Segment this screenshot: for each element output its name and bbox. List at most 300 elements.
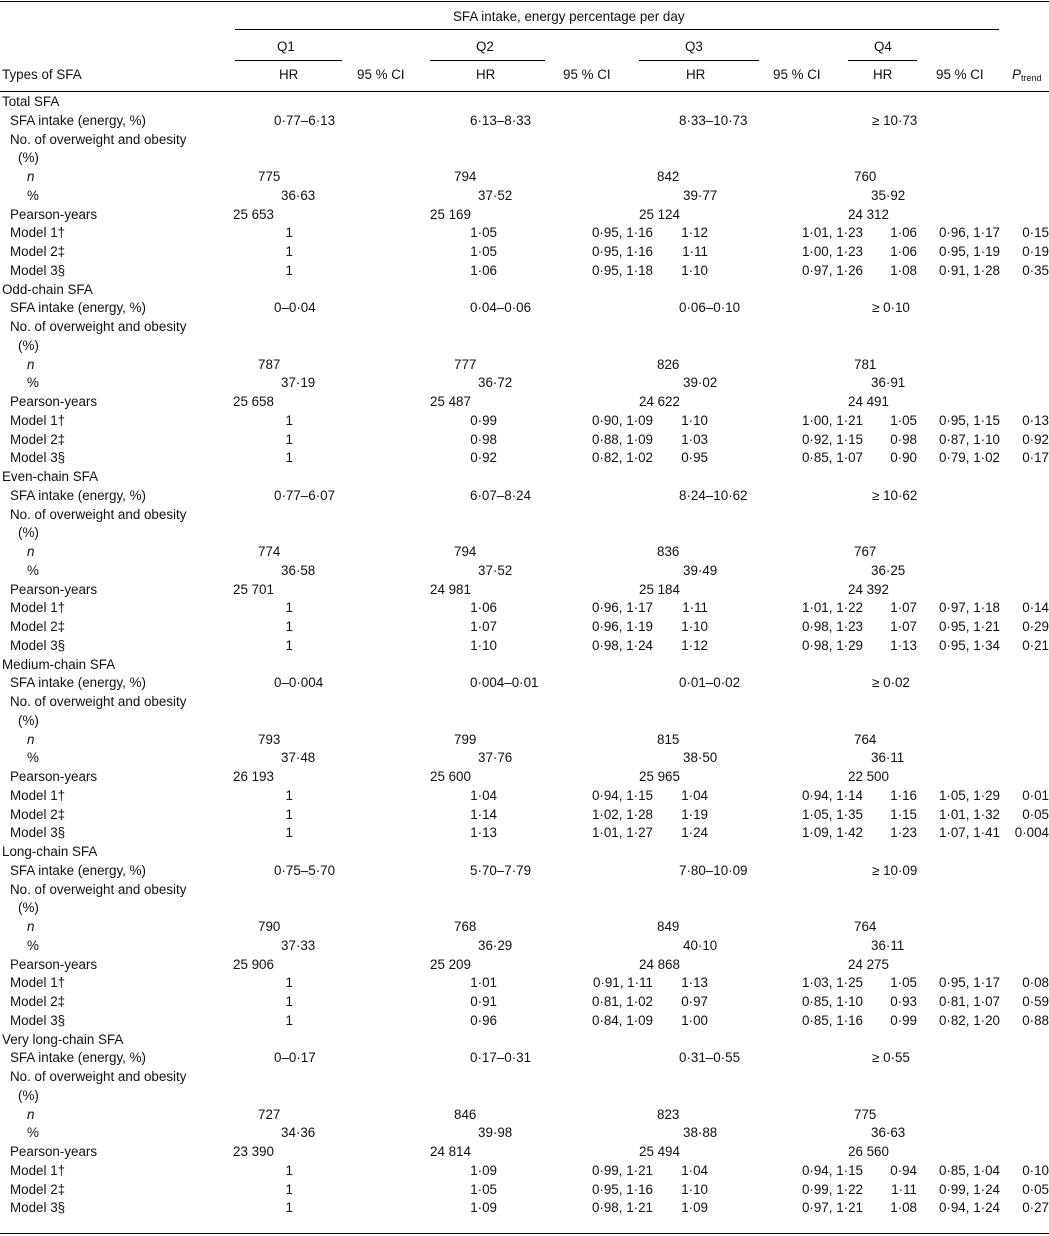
pearson-years-q4: 24 312 [848, 207, 889, 222]
row-label-model-3: Model 3§ [10, 825, 66, 840]
hr-q2: 1·07 [470, 619, 497, 634]
ci-q3: 0·99, 1·22 [801, 1182, 863, 1197]
p-trend: 0·05 [1022, 1182, 1049, 1197]
n-q4: 767 [854, 544, 877, 559]
section-title: Long-chain SFA [2, 844, 98, 859]
row-label-n: n [27, 919, 35, 934]
row-label-overweight-pct: (%) [18, 525, 39, 540]
intake-q3: 0·31–0·55 [679, 1050, 741, 1065]
q1-underline [235, 60, 342, 61]
p-trend: 0·35 [1022, 263, 1049, 278]
header-bottom-rule [0, 91, 1049, 92]
n-q3: 849 [657, 919, 680, 934]
ci-q3: 1·01, 1·22 [801, 600, 863, 615]
pct-q1: 37·19 [281, 375, 316, 390]
hr-q3: 0·97 [681, 994, 708, 1009]
ci-q2: 0·96, 1·19 [591, 619, 653, 634]
p-trend: 0·88 [1022, 1013, 1049, 1028]
hr-q3: 1·12 [681, 638, 708, 653]
pct-q4: 36·11 [871, 938, 905, 953]
hr-q2: 0·98 [470, 432, 497, 447]
ci-q2: 0·81, 1·02 [591, 994, 653, 1009]
hr-q1: 1 [285, 1163, 293, 1178]
row-label-intake: SFA intake (energy, %) [10, 300, 146, 315]
hr-q2: 1·10 [470, 638, 497, 653]
p-trend: 0·92 [1022, 432, 1049, 447]
pearson-years-q1: 23 390 [233, 1144, 274, 1159]
section-title: Total SFA [2, 94, 60, 109]
hr-q3: 1·11 [682, 244, 708, 259]
ci-q4: 0·82, 1·20 [938, 1013, 1000, 1028]
pct-q2: 37·52 [478, 563, 513, 578]
ci-q3: 0·85, 1·10 [801, 994, 863, 1009]
pearson-years-q3: 25 184 [639, 582, 680, 597]
row-label-model-2: Model 2‡ [10, 619, 66, 634]
row-label-model-1: Model 1† [10, 600, 66, 615]
row-label-model-1: Model 1† [10, 225, 66, 240]
ci-q4: 0·87, 1·10 [938, 432, 1000, 447]
intake-q2: 0·004–0·01 [470, 675, 539, 690]
pct-q3: 38·50 [683, 750, 718, 765]
ci-q4: 0·95, 1·21 [938, 619, 1000, 634]
hr-q2: 0·92 [470, 450, 497, 465]
pct-q1: 36·63 [281, 188, 316, 203]
hr-q3: 1·10 [681, 263, 708, 278]
n-q1: 787 [258, 357, 281, 372]
row-label-pct: % [27, 1125, 39, 1140]
hr-q1: 1 [285, 1200, 293, 1215]
pct-q2: 37·76 [478, 750, 513, 765]
hr-q1: 1 [285, 432, 293, 447]
intake-q4: ≥ 10·62 [872, 488, 918, 503]
p-trend-main: P [1012, 67, 1021, 82]
ci-q2: 0·96, 1·17 [591, 600, 653, 615]
hr-q3: 1·10 [681, 413, 708, 428]
ci-q4: 0·95, 1·34 [938, 638, 1000, 653]
hr-q4: 1·07 [890, 619, 917, 634]
span-title-underline [235, 29, 999, 30]
n-q4: 764 [854, 919, 877, 934]
pearson-years-q4: 24 275 [848, 957, 889, 972]
pearson-years-q1: 25 658 [233, 394, 274, 409]
n-q2: 768 [454, 919, 477, 934]
hr-q4: 1·23 [890, 825, 917, 840]
hr-q4: 0·99 [890, 1013, 917, 1028]
pearson-years-q3: 25 965 [639, 769, 680, 784]
hr-q2: 0·96 [470, 1013, 497, 1028]
ci-q3: 1·05, 1·35 [801, 807, 863, 822]
ci-q2: 0·84, 1·09 [591, 1013, 653, 1028]
intake-q4: ≥ 10·73 [872, 113, 918, 128]
hr-q2: 0·91 [470, 994, 497, 1009]
hr-q4: 1·06 [890, 225, 917, 240]
ci-q2: 0·95, 1·16 [591, 244, 653, 259]
section-title: Very long-chain SFA [2, 1032, 124, 1047]
intake-q1: 0–0·04 [274, 300, 316, 315]
pearson-years-q4: 26 560 [848, 1144, 889, 1159]
intake-q2: 0·17–0·31 [470, 1050, 532, 1065]
intake-q3: 7·80–10·09 [679, 863, 748, 878]
row-label-n: n [27, 732, 35, 747]
ci-q2: 0·94, 1·15 [591, 788, 653, 803]
hr-q2: 1·04 [470, 788, 497, 803]
p-trend: 0·19 [1022, 244, 1049, 259]
hr-q1: 1 [285, 450, 293, 465]
pearson-years-q4: 24 392 [848, 582, 889, 597]
hr-q4: 0·98 [890, 432, 917, 447]
intake-q2: 6·07–8·24 [470, 488, 532, 503]
ci-q4: 1·01, 1·32 [938, 807, 1000, 822]
row-label-intake: SFA intake (energy, %) [10, 675, 146, 690]
pearson-years-q2: 24 981 [430, 582, 471, 597]
n-q1: 775 [258, 169, 281, 184]
q4-underline [848, 60, 917, 61]
hr-q4: 1·08 [890, 263, 917, 278]
row-label-pearson-years: Pearson-years [10, 207, 98, 222]
top-rule [0, 1, 1049, 2]
ci-q3: 1·00, 1·21 [801, 413, 863, 428]
row-label-n: n [27, 169, 35, 184]
hr-q1: 1 [285, 788, 293, 803]
pearson-years-q3: 24 868 [639, 957, 680, 972]
ci-q2: 0·91, 1·11 [592, 975, 653, 990]
n-q3: 815 [657, 732, 680, 747]
ci-q3: 1·01, 1·23 [801, 225, 863, 240]
hr-q2: 1·09 [470, 1200, 497, 1215]
ci-q2: 0·99, 1·21 [591, 1163, 653, 1178]
row-label-model-3: Model 3§ [10, 450, 66, 465]
intake-q3: 0·01–0·02 [679, 675, 741, 690]
n-q2: 794 [454, 544, 477, 559]
ci-q4: 0·94, 1·24 [938, 1200, 1000, 1215]
ci-q3: 1·09, 1·42 [801, 825, 863, 840]
n-q4: 781 [854, 357, 877, 372]
ci-q3: 1·00, 1·23 [801, 244, 863, 259]
row-label-model-2: Model 2‡ [10, 1182, 66, 1197]
intake-q1: 0·77–6·13 [274, 113, 336, 128]
pearson-years-q4: 24 491 [848, 394, 889, 409]
hr-header-q1: HR [279, 67, 299, 82]
q4-header: Q4 [874, 39, 892, 54]
row-label-pearson-years: Pearson-years [10, 769, 98, 784]
hr-q1: 1 [285, 975, 293, 990]
pct-q2: 39·98 [478, 1125, 513, 1140]
intake-q1: 0–0·004 [274, 675, 324, 690]
pct-q4: 35·92 [871, 188, 906, 203]
pearson-years-q2: 25 600 [430, 769, 471, 784]
row-label-overweight: No. of overweight and obesity [10, 319, 187, 334]
row-label-overweight: No. of overweight and obesity [10, 882, 187, 897]
row-label-model-1: Model 1† [10, 975, 66, 990]
ci-q3: 0·94, 1·14 [801, 788, 863, 803]
p-trend: 0·14 [1022, 600, 1049, 615]
hr-q4: 1·11 [891, 1182, 917, 1197]
n-q4: 760 [854, 169, 877, 184]
section-title: Odd-chain SFA [2, 282, 93, 297]
hr-q1: 1 [285, 413, 293, 428]
p-trend: 0·27 [1022, 1200, 1049, 1215]
hr-q2: 0·99 [470, 413, 497, 428]
row-label-pct: % [27, 375, 39, 390]
row-label-overweight-pct: (%) [18, 150, 39, 165]
hr-q1: 1 [285, 807, 293, 822]
hr-q1: 1 [285, 1182, 293, 1197]
p-trend: 0·15 [1022, 225, 1049, 240]
pearson-years-q2: 24 814 [430, 1144, 471, 1159]
ci-q2: 0·82, 1·02 [591, 450, 653, 465]
hr-q2: 1·01 [470, 975, 497, 990]
row-label-model-3: Model 3§ [10, 638, 66, 653]
hr-q4: 1·05 [890, 975, 917, 990]
intake-q2: 0·04–0·06 [470, 300, 532, 315]
hr-q4: 1·05 [890, 413, 917, 428]
p-trend: 0·17 [1022, 450, 1049, 465]
intake-q1: 0·75–5·70 [274, 863, 336, 878]
hr-q1: 1 [285, 225, 293, 240]
pct-q3: 39·77 [683, 188, 718, 203]
hr-q3: 1·11 [682, 600, 708, 615]
hr-q2: 1·05 [470, 244, 497, 259]
table-bottom-rule [0, 1233, 1049, 1234]
pct-q3: 39·49 [683, 563, 718, 578]
hr-header-q3: HR [686, 67, 706, 82]
row-label-intake: SFA intake (energy, %) [10, 113, 146, 128]
hr-q4: 1·15 [890, 807, 917, 822]
pct-q1: 37·33 [281, 938, 316, 953]
hr-q3: 1·03 [681, 432, 708, 447]
row-label-pct: % [27, 188, 39, 203]
pearson-years-q3: 25 494 [639, 1144, 680, 1159]
pearson-years-q2: 25 169 [430, 207, 471, 222]
row-label-n: n [27, 1107, 35, 1122]
ci-q2: 0·95, 1·16 [591, 225, 653, 240]
ci-q3: 0·97, 1·21 [801, 1200, 863, 1215]
ci-q3: 0·98, 1·29 [801, 638, 863, 653]
n-q1: 727 [258, 1107, 281, 1122]
ci-q4: 0·91, 1·28 [938, 263, 1000, 278]
pct-q4: 36·25 [871, 563, 906, 578]
hr-q2: 1·05 [470, 1182, 497, 1197]
pearson-years-q4: 22 500 [848, 769, 889, 784]
row-label-pct: % [27, 750, 39, 765]
hr-q1: 1 [285, 619, 293, 634]
pct-q2: 36·29 [478, 938, 513, 953]
hr-q1: 1 [285, 638, 293, 653]
ci-q2: 0·98, 1·24 [591, 638, 653, 653]
ci-q3: 0·97, 1·26 [801, 263, 863, 278]
row-label-overweight: No. of overweight and obesity [10, 132, 187, 147]
q3-underline [639, 60, 759, 61]
intake-q4: ≥ 0·55 [872, 1050, 910, 1065]
row-label-overweight-pct: (%) [18, 338, 39, 353]
hr-q4: 1·13 [890, 638, 917, 653]
hr-q1: 1 [285, 825, 293, 840]
types-header: Types of SFA [2, 67, 82, 82]
hr-q3: 0·95 [681, 450, 708, 465]
p-trend-sub: trend [1020, 73, 1042, 83]
pct-q4: 36·91 [871, 375, 906, 390]
row-label-model-1: Model 1† [10, 788, 66, 803]
ci-header-q4: 95 % CI [936, 67, 984, 82]
hr-q4: 1·06 [890, 244, 917, 259]
row-label-overweight-pct: (%) [18, 1088, 39, 1103]
ci-q4: 0·97, 1·18 [938, 600, 1000, 615]
hr-q2: 1·05 [470, 225, 497, 240]
n-q2: 846 [454, 1107, 477, 1122]
pct-q2: 37·52 [478, 188, 513, 203]
n-q2: 777 [454, 357, 477, 372]
pearson-years-q1: 25 653 [233, 207, 274, 222]
ci-q4: 0·95, 1·15 [938, 413, 1000, 428]
pct-q1: 34·36 [281, 1125, 316, 1140]
hr-q3: 1·13 [681, 975, 708, 990]
ci-header-q1: 95 % CI [357, 67, 405, 82]
ci-q3: 0·98, 1·23 [801, 619, 863, 634]
span-title: SFA intake, energy percentage per day [453, 9, 685, 24]
row-label-pearson-years: Pearson-years [10, 394, 98, 409]
ci-q4: 0·95, 1·17 [938, 975, 1000, 990]
ci-q4: 0·96, 1·17 [938, 225, 1000, 240]
hr-q4: 1·07 [890, 600, 917, 615]
p-trend: 0·05 [1022, 807, 1049, 822]
hr-q1: 1 [285, 1013, 293, 1028]
n-q4: 775 [854, 1107, 877, 1122]
row-label-pearson-years: Pearson-years [10, 582, 98, 597]
q2-underline [430, 60, 545, 61]
p-trend: 0·13 [1022, 413, 1049, 428]
hr-q4: 1·08 [890, 1200, 917, 1215]
q3-header: Q3 [685, 39, 703, 54]
n-q2: 799 [454, 732, 477, 747]
hr-q3: 1·10 [681, 1182, 708, 1197]
intake-q4: ≥ 0·10 [872, 300, 910, 315]
row-label-model-2: Model 2‡ [10, 432, 66, 447]
ci-q4: 0·85, 1·04 [938, 1163, 1000, 1178]
ci-q3: 1·03, 1·25 [801, 975, 863, 990]
row-label-model-3: Model 3§ [10, 1013, 66, 1028]
hr-header-q4: HR [873, 67, 893, 82]
hr-q2: 1·09 [470, 1163, 497, 1178]
ci-q4: 0·81, 1·07 [938, 994, 1000, 1009]
p-trend: 0·004 [1014, 825, 1049, 840]
p-trend: 0·08 [1022, 975, 1049, 990]
q2-header: Q2 [476, 39, 494, 54]
p-trend: 0·01 [1022, 788, 1049, 803]
hr-q2: 1·13 [470, 825, 497, 840]
row-label-overweight: No. of overweight and obesity [10, 694, 187, 709]
hr-q2: 1·06 [470, 263, 497, 278]
section-title: Even-chain SFA [2, 469, 99, 484]
q1-header: Q1 [277, 39, 295, 54]
pearson-years-q1: 25 906 [233, 957, 274, 972]
row-label-intake: SFA intake (energy, %) [10, 1050, 146, 1065]
row-label-model-2: Model 2‡ [10, 807, 66, 822]
n-q3: 836 [657, 544, 680, 559]
p-trend: 0·10 [1022, 1163, 1049, 1178]
row-label-intake: SFA intake (energy, %) [10, 488, 146, 503]
ci-q2: 0·95, 1·16 [591, 1182, 653, 1197]
hr-q2: 1·14 [470, 807, 497, 822]
ci-q4: 1·07, 1·41 [938, 825, 1000, 840]
row-label-overweight-pct: (%) [18, 900, 39, 915]
pct-q3: 39·02 [683, 375, 718, 390]
pearson-years-q1: 25 701 [233, 582, 274, 597]
n-q2: 794 [454, 169, 477, 184]
pct-q2: 36·72 [478, 375, 513, 390]
row-label-overweight-pct: (%) [18, 713, 39, 728]
row-label-model-1: Model 1† [10, 1163, 66, 1178]
ci-q2: 0·98, 1·21 [591, 1200, 653, 1215]
section-title: Medium-chain SFA [2, 657, 116, 672]
intake-q4: ≥ 10·09 [872, 863, 918, 878]
row-label-model-1: Model 1† [10, 413, 66, 428]
hr-q4: 1·16 [890, 788, 917, 803]
row-label-pearson-years: Pearson-years [10, 957, 98, 972]
p-trend: 0·59 [1022, 994, 1049, 1009]
hr-q3: 1·09 [681, 1200, 708, 1215]
row-label-n: n [27, 544, 35, 559]
hr-q3: 1·04 [681, 1163, 708, 1178]
hr-q1: 1 [285, 244, 293, 259]
pct-q4: 36·63 [871, 1125, 906, 1140]
pearson-years-q2: 25 487 [430, 394, 471, 409]
row-label-model-3: Model 3§ [10, 263, 66, 278]
pct-q4: 36·11 [871, 750, 905, 765]
hr-q2: 1·06 [470, 600, 497, 615]
row-label-pct: % [27, 563, 39, 578]
hr-q1: 1 [285, 263, 293, 278]
p-trend-header [1012, 66, 1041, 87]
hr-q3: 1·04 [681, 788, 708, 803]
intake-q3: 0·06–0·10 [679, 300, 741, 315]
p-trend: 0·21 [1022, 638, 1049, 653]
n-q3: 826 [657, 357, 680, 372]
ci-q4: 0·99, 1·24 [938, 1182, 1000, 1197]
row-label-pct: % [27, 938, 39, 953]
hr-q3: 1·12 [681, 225, 708, 240]
n-q1: 793 [258, 732, 281, 747]
hr-q4: 0·94 [890, 1163, 917, 1178]
ci-q2: 0·95, 1·18 [591, 263, 653, 278]
intake-q4: ≥ 0·02 [872, 675, 910, 690]
hr-q3: 1·24 [681, 825, 708, 840]
ci-q3: 0·85, 1·16 [801, 1013, 863, 1028]
ci-q2: 0·90, 1·09 [591, 413, 653, 428]
pct-q1: 36·58 [281, 563, 316, 578]
pct-q1: 37·48 [281, 750, 316, 765]
pct-q3: 40·10 [683, 938, 718, 953]
p-trend: 0·29 [1022, 619, 1049, 634]
pct-q3: 38·88 [683, 1125, 718, 1140]
hr-q1: 1 [285, 600, 293, 615]
intake-q1: 0·77–6·07 [274, 488, 336, 503]
pearson-years-q3: 24 622 [639, 394, 680, 409]
pearson-years-q2: 25 209 [430, 957, 471, 972]
ci-q4: 0·95, 1·19 [938, 244, 1000, 259]
hr-q3: 1·10 [681, 619, 708, 634]
ci-q4: 1·05, 1·29 [938, 788, 1000, 803]
hr-q3: 1·00 [681, 1013, 708, 1028]
ci-q3: 0·94, 1·15 [801, 1163, 863, 1178]
pearson-years-q3: 25 124 [639, 207, 680, 222]
intake-q2: 6·13–8·33 [470, 113, 532, 128]
ci-q3: 0·85, 1·07 [801, 450, 863, 465]
hr-q1: 1 [285, 994, 293, 1009]
row-label-model-3: Model 3§ [10, 1200, 66, 1215]
pearson-years-q1: 26 193 [233, 769, 274, 784]
intake-q3: 8·24–10·62 [679, 488, 748, 503]
intake-q3: 8·33–10·73 [679, 113, 748, 128]
